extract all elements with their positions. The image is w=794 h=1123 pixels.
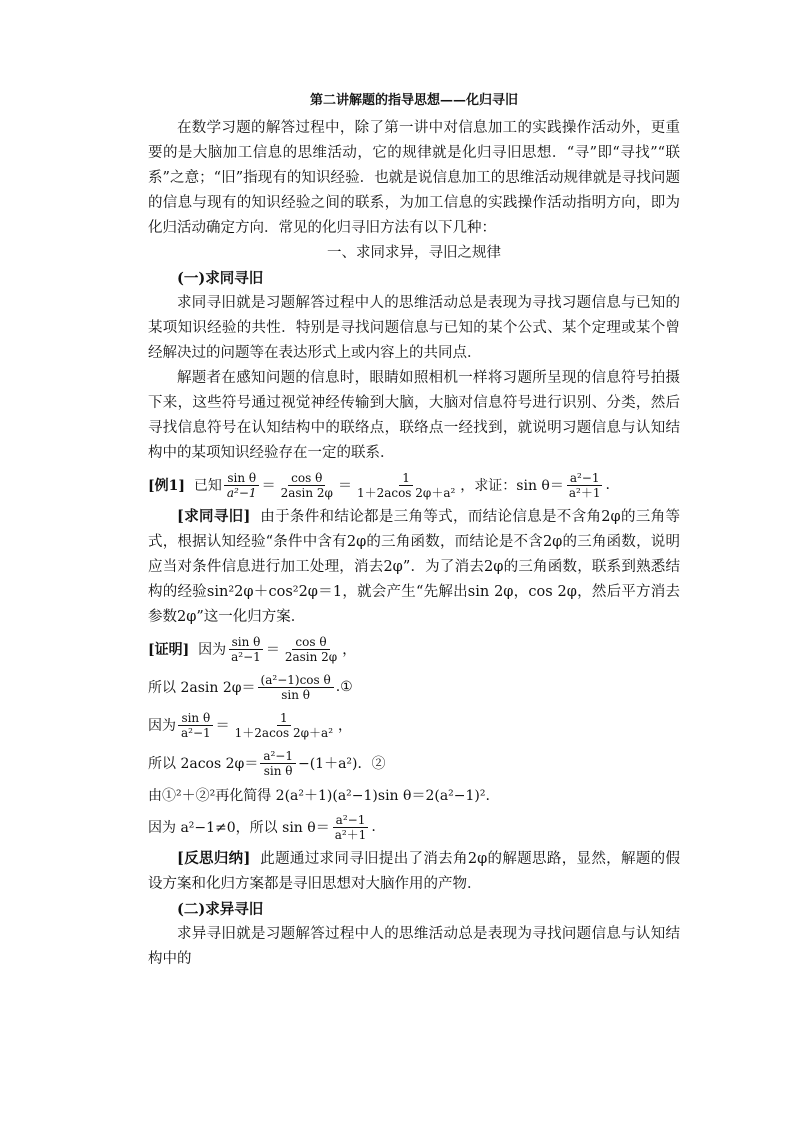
example-prefix: 已知 bbox=[193, 478, 222, 494]
proof-tag: [证明] bbox=[148, 642, 190, 658]
example-mid: ，求证：sin θ＝ bbox=[460, 478, 564, 494]
proof-line-5: 由①²＋②²再化简得 2(a²＋1)(a²−1)sin θ＝2(a²−1)². bbox=[148, 788, 490, 804]
fraction: $\frac{\text{a²−1}}{\text{a²＋1}}$ bbox=[566, 471, 604, 500]
document-page bbox=[148, 92, 680, 972]
fraction: $\frac{\text{sin θ}}{\text{a²−1}}$ bbox=[178, 711, 214, 740]
proof-line-3: 因为 $\frac{\text{sin θ}}{\text{a²−1}}$ ＝ $\frac{1}{\text{1＋2acos 2φ＋a²}}$ ， bbox=[148, 710, 353, 740]
proof-line-1: [证明] 因为 $\frac{\text{sin θ}}{\text{a²−1}}$ ＝ $\frac{\text{cos θ}}{2asin 2\varphi}$ ， bbox=[148, 634, 357, 664]
paragraph-1: 求同寻旧就是习题解答过程中人的思维活动总是表现为寻找习题信息与已知的某项知识经验的共性．特别是寻找问题信息与已知的某个公式、某个定理或某个曾经解决过的问题等在表达形式上或内容上的共同点． bbox=[148, 295, 680, 361]
reflection-text: 此题通过求同寻旧提出了消去角2φ的解题思路，显然，解题的假设方案和化归方案都是寻旧思想对大脑作用的产物． bbox=[148, 851, 680, 892]
subsection-heading-1: (一)求同寻旧 bbox=[177, 270, 264, 287]
fraction: $\frac{\text{sin θ}}{\text{a²−1}}$ bbox=[224, 471, 260, 500]
reflection-paragraph bbox=[148, 846, 680, 897]
analysis-paragraph bbox=[148, 504, 680, 630]
reflection-tag: [反思归纳] bbox=[177, 850, 251, 867]
fraction: $\frac{\text{a²−1}}{\text{sin θ}}$ bbox=[260, 749, 296, 778]
fraction: $\frac{\text{cos θ}}{2asin 2\varphi}$ bbox=[284, 634, 338, 664]
intro-paragraph: 在数学习题的解答过程中，除了第一讲中对信息加工的实践操作活动外，更重要的是大脑加工信息的思维活动，它的规律就是化归寻旧思想．“寻”即“寻找”“联系”之意；“旧”指现有的知识经验．也就是说信息加工的思维活动规律就是寻找问题的信息与现有的知识经验之间的联系，为加工信息的实践操作活动指明方向，即为化归活动确定方向．常见的化归寻旧方法有以下几种： bbox=[148, 120, 680, 236]
fraction: $\frac{\text{cos θ}}{2asin 2\varphi}$ bbox=[280, 470, 333, 500]
example-1: [例1] 已知 $\frac{\text{sin θ}}{\text{a²−1}}$ ＝ $\frac{\text{cos θ}}{2asin 2\varphi}$ ＝ $\frac{1}{\text{1＋2acos 2φ＋a²}}$ ，求证：sin θ＝ $\frac{\text{a²−1}}{\text{a²＋1}}$ . bbox=[148, 470, 610, 500]
proof-line-2: 所以 2asin 2φ＝ $\frac{\text{(a²−1)cos θ}}{\text{sin θ}}$ .① bbox=[148, 672, 353, 702]
subsection-heading-2: (二)求异寻旧 bbox=[177, 901, 264, 918]
fraction: $\frac{1}{\text{1＋2acos 2φ＋a²}}$ bbox=[234, 710, 334, 740]
paragraph-2: 解题者在感知问题的信息时，眼睛如照相机一样将习题所呈现的信息符号拍摄下来，这些符号通过视觉神经传输到大脑，大脑对信息符号进行识别、分类，然后寻找信息符号在认知结构中的联络点，联络点一经找到，就说明习题信息与认知结构中的某项知识经验存在一定的联系． bbox=[148, 370, 680, 461]
example-tag: [例1] bbox=[148, 478, 185, 494]
analysis-tag: [求同寻旧] bbox=[177, 508, 251, 525]
fraction: $\frac{\text{(a²−1)cos θ}}{\text{sin θ}}$ bbox=[258, 673, 334, 702]
proof-line-4: 所以 2acos 2φ＝ $\frac{\text{a²−1}}{\text{sin θ}}$ −(1＋a²)．② bbox=[148, 748, 386, 778]
section-heading: 一、求同求异，寻旧之规律 bbox=[327, 245, 501, 261]
fraction: $\frac{\text{a²−1}}{\text{a²＋1}}$ bbox=[332, 813, 370, 842]
analysis-text: 由于条件和结论都是三角等式，而结论信息是不含角2φ的三角等式，根据认知经验“条件中含有2φ的三角函数，而结论是不含2φ的三角函数，说明应当对条件信息进行加工处理，消去2φ”．为了消去2φ的三角函数，联系到熟悉结构的经验sin²2φ＋cos²2φ＝1，就会产生“先解出sin 2φ，cos 2φ，然后平方消去参数2φ”这一化归方案． bbox=[148, 509, 680, 625]
paragraph-3: 求异寻旧就是习题解答过程中人的思维活动总是表现为寻找问题信息与认知结构中的 bbox=[148, 926, 680, 967]
fraction: $\frac{1}{\text{1＋2acos 2φ＋a²}}$ bbox=[356, 470, 456, 500]
page-title: 第二讲解题的指导思想——化归寻旧 bbox=[309, 93, 518, 108]
proof-line-6: 因为 a²−1≠0，所以 sin θ＝ $\frac{\text{a²−1}}{\text{a²＋1}}$ . bbox=[148, 812, 376, 842]
fraction: $\frac{\text{sin θ}}{\text{a²−1}}$ bbox=[228, 635, 264, 664]
